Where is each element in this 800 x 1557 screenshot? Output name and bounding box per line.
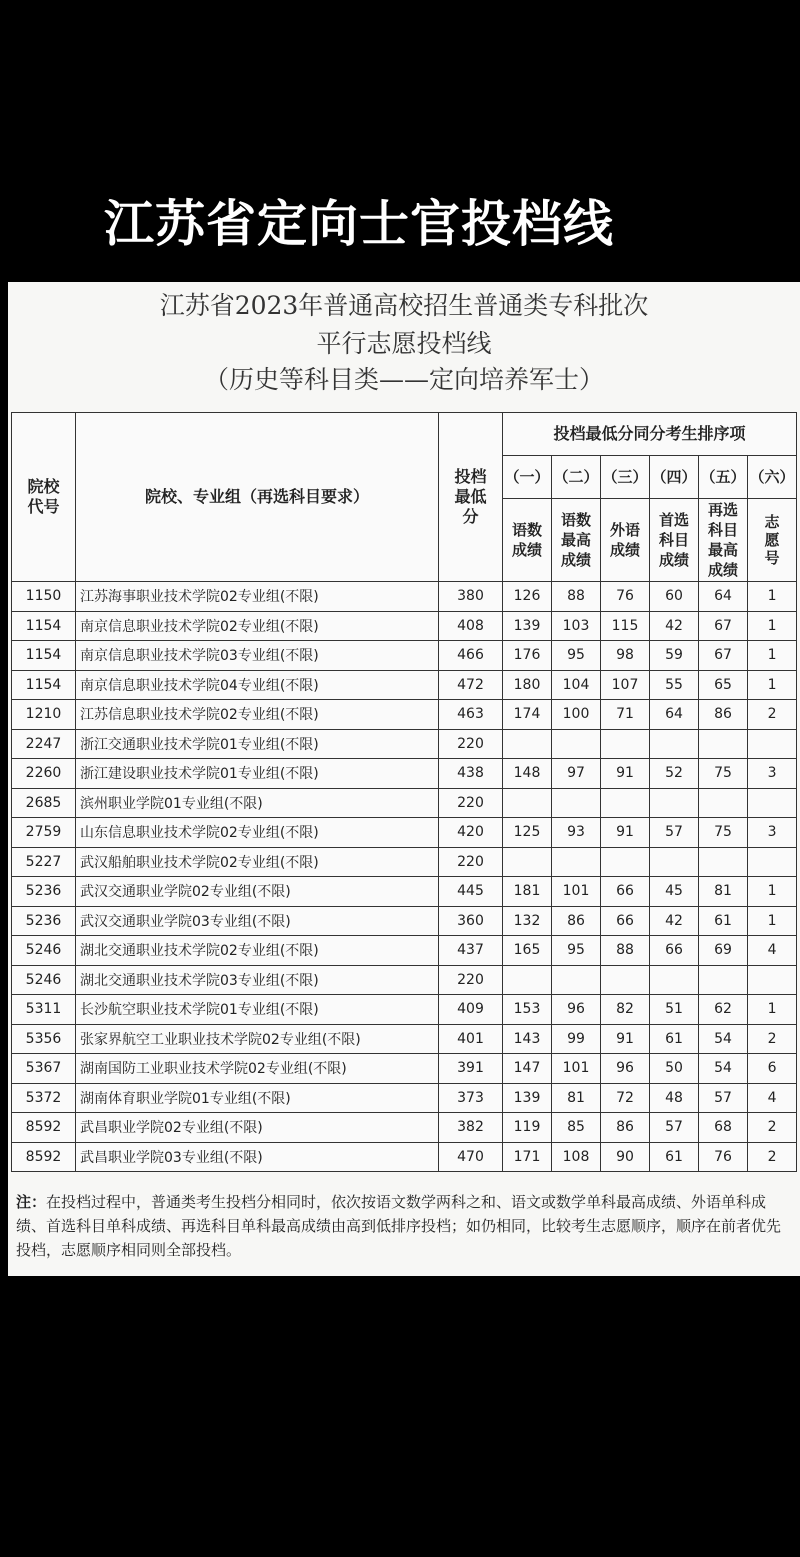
min-score-cell: 438 (439, 759, 503, 789)
tiebreak-foreign-language-cell (601, 729, 650, 759)
tiebreak-foreign-language-cell: 98 (601, 641, 650, 671)
tiebreak-chinese-math-cell: 125 (503, 818, 552, 848)
tiebreak-first-subject-cell (650, 729, 699, 759)
banner-title: 江苏省定向士官投档线 (104, 195, 614, 253)
tiebreak-foreign-language-cell: 66 (601, 877, 650, 907)
tiebreak-elective-max-cell: 61 (699, 906, 748, 936)
tiebreak-preference-number-cell: 1 (748, 641, 797, 671)
tiebreak-preference-number-cell (748, 847, 797, 877)
tiebreak-preference-number-cell (748, 729, 797, 759)
header-tiebreak-label-2: 语数最高成绩 (552, 499, 601, 582)
tiebreak-preference-number-cell (748, 965, 797, 995)
school-group-name-cell: 南京信息职业技术学院03专业组(不限) (76, 641, 439, 671)
tiebreak-preference-number-cell: 2 (748, 1024, 797, 1054)
tiebreak-chinese-math-cell (503, 729, 552, 759)
tiebreak-chinese-math-cell: 176 (503, 641, 552, 671)
school-group-name-cell: 武汉船舶职业技术学院02专业组(不限) (76, 847, 439, 877)
school-code-cell: 1154 (12, 670, 76, 700)
document-title-line3: （历史等科目类——定向培养军士） (203, 365, 604, 394)
header-min-score: 投档最低分 (439, 413, 503, 582)
school-code-cell: 5356 (12, 1024, 76, 1054)
school-code-cell: 1150 (12, 582, 76, 612)
tiebreak-chinese-math-max-cell: 88 (552, 582, 601, 612)
table-row (12, 1142, 797, 1172)
table-row (12, 965, 797, 995)
tiebreak-chinese-math-max-cell: 95 (552, 641, 601, 671)
tiebreak-first-subject-cell: 57 (650, 1113, 699, 1143)
tiebreak-first-subject-cell (650, 788, 699, 818)
tiebreak-elective-max-cell: 57 (699, 1083, 748, 1113)
tiebreak-elective-max-cell: 68 (699, 1113, 748, 1143)
header-tiebreak-label-3: 外语成绩 (601, 499, 650, 582)
tiebreak-foreign-language-cell: 82 (601, 995, 650, 1025)
tiebreak-preference-number-cell: 2 (748, 700, 797, 730)
school-code-cell: 1154 (12, 641, 76, 671)
school-group-name-cell: 江苏信息职业技术学院02专业组(不限) (76, 700, 439, 730)
table-row (12, 582, 797, 612)
tiebreak-chinese-math-max-cell (552, 847, 601, 877)
min-score-cell: 463 (439, 700, 503, 730)
table-row (12, 641, 797, 671)
table-row (12, 847, 797, 877)
tiebreak-chinese-math-cell: 165 (503, 936, 552, 966)
tiebreak-elective-max-cell: 54 (699, 1024, 748, 1054)
tiebreak-foreign-language-cell: 71 (601, 700, 650, 730)
tiebreak-chinese-math-cell: 139 (503, 611, 552, 641)
table-row (12, 700, 797, 730)
tiebreak-chinese-math-max-cell: 81 (552, 1083, 601, 1113)
document-sheet (8, 282, 800, 1276)
school-group-name-cell: 武汉交通职业学院02专业组(不限) (76, 877, 439, 907)
table-row (12, 818, 797, 848)
tiebreak-foreign-language-cell (601, 965, 650, 995)
school-group-name-cell: 武昌职业学院03专业组(不限) (76, 1142, 439, 1172)
min-score-cell: 408 (439, 611, 503, 641)
tiebreak-preference-number-cell: 1 (748, 877, 797, 907)
tiebreak-chinese-math-cell: 132 (503, 906, 552, 936)
tiebreak-first-subject-cell: 48 (650, 1083, 699, 1113)
header-tiebreak-num-4: （四） (650, 456, 699, 499)
table-row (12, 906, 797, 936)
tiebreak-first-subject-cell: 52 (650, 759, 699, 789)
tiebreak-elective-max-cell: 86 (699, 700, 748, 730)
bottom-black-area (0, 1276, 800, 1557)
tiebreak-chinese-math-max-cell: 101 (552, 877, 601, 907)
min-score-cell: 401 (439, 1024, 503, 1054)
table-row (12, 788, 797, 818)
min-score-cell: 409 (439, 995, 503, 1025)
footnote (16, 1190, 792, 1262)
tiebreak-chinese-math-cell (503, 788, 552, 818)
school-code-cell: 5367 (12, 1054, 76, 1084)
tiebreak-elective-max-cell: 69 (699, 936, 748, 966)
tiebreak-elective-max-cell (699, 965, 748, 995)
tiebreak-chinese-math-max-cell: 95 (552, 936, 601, 966)
tiebreak-foreign-language-cell: 91 (601, 1024, 650, 1054)
tiebreak-preference-number-cell: 1 (748, 906, 797, 936)
header-tiebreak-label-6: 志愿号 (748, 499, 797, 582)
tiebreak-foreign-language-cell: 91 (601, 818, 650, 848)
header-tiebreak-num-3: （三） (601, 456, 650, 499)
tiebreak-first-subject-cell: 61 (650, 1024, 699, 1054)
tiebreak-chinese-math-max-cell: 93 (552, 818, 601, 848)
tiebreak-elective-max-cell (699, 847, 748, 877)
tiebreak-chinese-math-cell: 148 (503, 759, 552, 789)
table-row (12, 1113, 797, 1143)
school-code-cell: 5227 (12, 847, 76, 877)
tiebreak-first-subject-cell (650, 847, 699, 877)
tiebreak-preference-number-cell: 3 (748, 818, 797, 848)
school-code-cell: 5246 (12, 936, 76, 966)
tiebreak-elective-max-cell: 75 (699, 759, 748, 789)
school-code-cell: 5372 (12, 1083, 76, 1113)
tiebreak-foreign-language-cell: 107 (601, 670, 650, 700)
school-code-cell: 2247 (12, 729, 76, 759)
school-group-name-cell: 浙江交通职业技术学院01专业组(不限) (76, 729, 439, 759)
tiebreak-chinese-math-cell: 119 (503, 1113, 552, 1143)
tiebreak-chinese-math-max-cell: 86 (552, 906, 601, 936)
tiebreak-foreign-language-cell: 86 (601, 1113, 650, 1143)
school-group-name-cell: 山东信息职业技术学院02专业组(不限) (76, 818, 439, 848)
tiebreak-preference-number-cell (748, 788, 797, 818)
tiebreak-preference-number-cell: 1 (748, 670, 797, 700)
tiebreak-chinese-math-cell: 171 (503, 1142, 552, 1172)
tiebreak-preference-number-cell: 4 (748, 936, 797, 966)
table-row (12, 759, 797, 789)
tiebreak-chinese-math-max-cell: 99 (552, 1024, 601, 1054)
header-tiebreak-label-5: 再选科目最高成绩 (699, 499, 748, 582)
tiebreak-first-subject-cell: 45 (650, 877, 699, 907)
school-group-name-cell: 南京信息职业技术学院04专业组(不限) (76, 670, 439, 700)
table-row (12, 729, 797, 759)
school-group-name-cell: 江苏海事职业技术学院02专业组(不限) (76, 582, 439, 612)
tiebreak-chinese-math-cell: 126 (503, 582, 552, 612)
tiebreak-elective-max-cell: 67 (699, 641, 748, 671)
table-row (12, 936, 797, 966)
header-tiebreak-label-4: 首选科目成绩 (650, 499, 699, 582)
tiebreak-chinese-math-max-cell (552, 788, 601, 818)
tiebreak-chinese-math-max-cell: 97 (552, 759, 601, 789)
header-tiebreak-group: 投档最低分同分考生排序项 (503, 413, 797, 456)
tiebreak-elective-max-cell: 76 (699, 1142, 748, 1172)
top-banner (0, 0, 800, 282)
tiebreak-foreign-language-cell: 76 (601, 582, 650, 612)
school-group-name-cell: 武昌职业学院02专业组(不限) (76, 1113, 439, 1143)
tiebreak-chinese-math-max-cell (552, 729, 601, 759)
table-body (12, 582, 797, 1172)
table-row (12, 670, 797, 700)
footnote-text: 在投档过程中，普通类考生投档分相同时，依次按语文数学两科之和、语文或数学单科最高成绩、外语单科成绩、首选科目单科成绩、再选科目单科最高成绩由高到低排序投档；如仍相同，比较考生志愿顺序，顺序在前者优先投档，志愿顺序相同则全部投档。 (16, 1193, 782, 1259)
table-row (12, 1024, 797, 1054)
tiebreak-chinese-math-max-cell: 85 (552, 1113, 601, 1143)
tiebreak-foreign-language-cell: 96 (601, 1054, 650, 1084)
tiebreak-first-subject-cell: 60 (650, 582, 699, 612)
header-tiebreak-num-1: （一） (503, 456, 552, 499)
tiebreak-preference-number-cell: 1 (748, 611, 797, 641)
school-code-cell: 5246 (12, 965, 76, 995)
tiebreak-first-subject-cell: 59 (650, 641, 699, 671)
tiebreak-elective-max-cell (699, 788, 748, 818)
tiebreak-foreign-language-cell: 72 (601, 1083, 650, 1113)
tiebreak-chinese-math-max-cell: 103 (552, 611, 601, 641)
table-row (12, 995, 797, 1025)
school-code-cell: 1154 (12, 611, 76, 641)
tiebreak-chinese-math-cell (503, 847, 552, 877)
school-group-name-cell: 湖南体育职业学院01专业组(不限) (76, 1083, 439, 1113)
tiebreak-foreign-language-cell: 115 (601, 611, 650, 641)
tiebreak-preference-number-cell: 2 (748, 1113, 797, 1143)
min-score-cell: 220 (439, 788, 503, 818)
min-score-cell: 391 (439, 1054, 503, 1084)
tiebreak-foreign-language-cell (601, 788, 650, 818)
min-score-cell: 437 (439, 936, 503, 966)
header-tiebreak-num-6: （六） (748, 456, 797, 499)
tiebreak-elective-max-cell: 67 (699, 611, 748, 641)
min-score-cell: 472 (439, 670, 503, 700)
tiebreak-chinese-math-max-cell: 101 (552, 1054, 601, 1084)
school-code-cell: 2260 (12, 759, 76, 789)
table-row (12, 611, 797, 641)
tiebreak-first-subject-cell: 42 (650, 906, 699, 936)
min-score-cell: 220 (439, 965, 503, 995)
school-code-cell: 1210 (12, 700, 76, 730)
school-code-cell: 5311 (12, 995, 76, 1025)
min-score-cell: 360 (439, 906, 503, 936)
school-group-name-cell: 长沙航空职业技术学院01专业组(不限) (76, 995, 439, 1025)
tiebreak-chinese-math-cell (503, 965, 552, 995)
admission-score-table (11, 412, 797, 1172)
tiebreak-foreign-language-cell (601, 847, 650, 877)
min-score-cell: 220 (439, 847, 503, 877)
school-group-name-cell: 湖南国防工业职业技术学院02专业组(不限) (76, 1054, 439, 1084)
min-score-cell: 373 (439, 1083, 503, 1113)
tiebreak-chinese-math-max-cell: 104 (552, 670, 601, 700)
min-score-cell: 445 (439, 877, 503, 907)
tiebreak-foreign-language-cell: 90 (601, 1142, 650, 1172)
tiebreak-elective-max-cell: 54 (699, 1054, 748, 1084)
min-score-cell: 382 (439, 1113, 503, 1143)
tiebreak-chinese-math-cell: 147 (503, 1054, 552, 1084)
tiebreak-chinese-math-cell: 174 (503, 700, 552, 730)
school-code-cell: 5236 (12, 906, 76, 936)
tiebreak-chinese-math-cell: 181 (503, 877, 552, 907)
tiebreak-first-subject-cell (650, 965, 699, 995)
school-code-cell: 2759 (12, 818, 76, 848)
school-code-cell: 5236 (12, 877, 76, 907)
school-group-name-cell: 浙江建设职业技术学院01专业组(不限) (76, 759, 439, 789)
tiebreak-preference-number-cell: 4 (748, 1083, 797, 1113)
school-code-cell: 8592 (12, 1113, 76, 1143)
table-row (12, 1054, 797, 1084)
tiebreak-first-subject-cell: 50 (650, 1054, 699, 1084)
tiebreak-first-subject-cell: 66 (650, 936, 699, 966)
tiebreak-first-subject-cell: 42 (650, 611, 699, 641)
school-group-name-cell: 湖北交通职业技术学院03专业组(不限) (76, 965, 439, 995)
min-score-cell: 466 (439, 641, 503, 671)
table-row (12, 1083, 797, 1113)
header-tiebreak-num-5: （五） (699, 456, 748, 499)
tiebreak-chinese-math-max-cell: 108 (552, 1142, 601, 1172)
school-code-cell: 2685 (12, 788, 76, 818)
min-score-cell: 420 (439, 818, 503, 848)
tiebreak-elective-max-cell: 81 (699, 877, 748, 907)
header-tiebreak-num-2: （二） (552, 456, 601, 499)
tiebreak-chinese-math-cell: 153 (503, 995, 552, 1025)
school-group-name-cell: 湖北交通职业技术学院02专业组(不限) (76, 936, 439, 966)
header-code: 院校代号 (12, 413, 76, 582)
table-row (12, 877, 797, 907)
tiebreak-chinese-math-max-cell: 100 (552, 700, 601, 730)
tiebreak-preference-number-cell: 3 (748, 759, 797, 789)
tiebreak-elective-max-cell: 65 (699, 670, 748, 700)
tiebreak-chinese-math-cell: 180 (503, 670, 552, 700)
min-score-cell: 470 (439, 1142, 503, 1172)
school-group-name-cell: 武汉交通职业学院03专业组(不限) (76, 906, 439, 936)
tiebreak-chinese-math-cell: 139 (503, 1083, 552, 1113)
tiebreak-first-subject-cell: 64 (650, 700, 699, 730)
school-group-name-cell: 滨州职业学院01专业组(不限) (76, 788, 439, 818)
header-tiebreak-label-1: 语数成绩 (503, 499, 552, 582)
tiebreak-first-subject-cell: 55 (650, 670, 699, 700)
tiebreak-first-subject-cell: 61 (650, 1142, 699, 1172)
school-group-name-cell: 张家界航空工业职业技术学院02专业组(不限) (76, 1024, 439, 1054)
min-score-cell: 380 (439, 582, 503, 612)
header-name: 院校、专业组（再选科目要求） (76, 413, 439, 582)
tiebreak-foreign-language-cell: 88 (601, 936, 650, 966)
document-title-line1: 江苏省2023年普通高校招生普通类专科批次 (159, 291, 649, 320)
tiebreak-elective-max-cell (699, 729, 748, 759)
tiebreak-first-subject-cell: 57 (650, 818, 699, 848)
tiebreak-preference-number-cell: 1 (748, 582, 797, 612)
school-group-name-cell: 南京信息职业技术学院02专业组(不限) (76, 611, 439, 641)
tiebreak-elective-max-cell: 75 (699, 818, 748, 848)
min-score-cell: 220 (439, 729, 503, 759)
tiebreak-preference-number-cell: 1 (748, 995, 797, 1025)
tiebreak-elective-max-cell: 62 (699, 995, 748, 1025)
footnote-label: 注： (16, 1193, 47, 1211)
tiebreak-chinese-math-max-cell (552, 965, 601, 995)
tiebreak-elective-max-cell: 64 (699, 582, 748, 612)
tiebreak-first-subject-cell: 51 (650, 995, 699, 1025)
tiebreak-chinese-math-max-cell: 96 (552, 995, 601, 1025)
tiebreak-preference-number-cell: 2 (748, 1142, 797, 1172)
tiebreak-foreign-language-cell: 66 (601, 906, 650, 936)
school-code-cell: 8592 (12, 1142, 76, 1172)
tiebreak-preference-number-cell: 6 (748, 1054, 797, 1084)
tiebreak-foreign-language-cell: 91 (601, 759, 650, 789)
tiebreak-chinese-math-cell: 143 (503, 1024, 552, 1054)
document-title-line2: 平行志愿投档线 (316, 329, 492, 358)
